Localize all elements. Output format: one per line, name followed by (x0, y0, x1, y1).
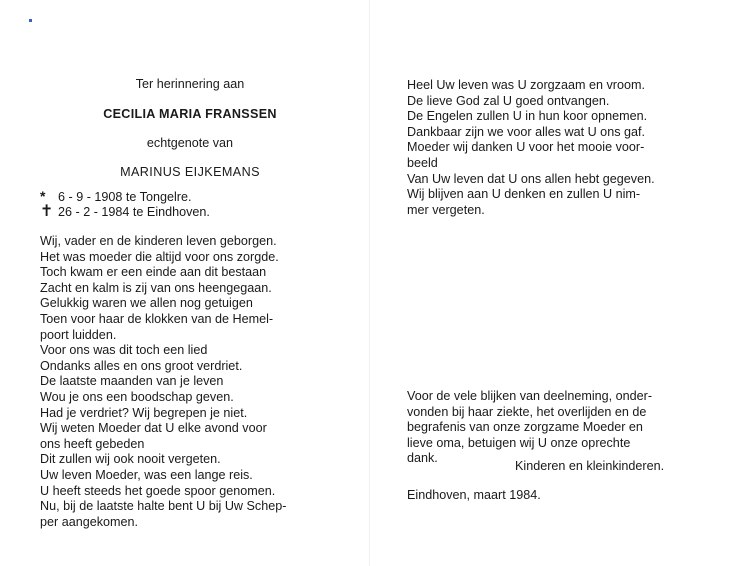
poem-right-line: De lieve God zal U goed ontvangen. (407, 93, 610, 108)
blue-dot-mark (29, 19, 32, 22)
thanks-line: vonden bij haar ziekte, het overlijden en de (407, 404, 647, 419)
poem-left-line: ons heeft gebeden (40, 436, 145, 451)
thanks-line: dank. (407, 451, 438, 466)
poem-left-line: Wou je ons een boodschap geven. (40, 389, 234, 404)
death-row (40, 205, 210, 219)
poem-right-line: Heel Uw leven was U zorgzaam en vroom. (407, 78, 645, 92)
poem-left-line: De laatste maanden van je leven (40, 374, 224, 389)
death-cross-icon: ✝ (40, 203, 54, 220)
signature: Kinderen en kleinkinderen. (515, 459, 665, 473)
birth-row (40, 190, 192, 204)
poem-left-line: Het was moeder die altijd voor ons zorgde. (40, 249, 279, 264)
thanks-line: begrafenis van onze zorgzame Moeder en (407, 420, 643, 435)
poem-left-line: per aangekomen. (40, 514, 139, 529)
place-date: Eindhoven, maart 1984. (407, 488, 541, 502)
poem-right (407, 78, 697, 218)
thanks-line: lieve oma, betuigen wij U onze oprechte (407, 435, 631, 450)
poem-left-line: Ondanks alles en ons groot verdriet. (40, 358, 243, 373)
poem-left-line: U heeft steeds het goede spoor genomen. (40, 483, 276, 498)
poem-right-line: mer vergeten. (407, 202, 485, 217)
birth-star-icon: * (40, 188, 46, 204)
poem-right-line: beeld (407, 155, 438, 170)
thanks-line: Voor de vele blijken van deelneming, onder- (407, 389, 653, 403)
poem-left-line: Wij, vader en de kinderen leven geborgen. (40, 234, 277, 248)
poem-left-line: Zacht en kalm is zij van ons heengegaan. (40, 280, 272, 295)
spouse-intro: echtgenote van (146, 136, 234, 150)
poem-left-line: Had je verdriet? Wij begrepen je niet. (40, 405, 248, 420)
poem-left-line: Nu, bij de laatste halte bent U bij Uw Schep- (40, 499, 287, 514)
poem-left-line: Toch kwam er een einde aan dit bestaan (40, 265, 267, 280)
poem-left-line: Voor ons was dit toch een lied (40, 343, 208, 358)
thanks-paragraph (407, 389, 697, 467)
poem-left-line: Uw leven Moeder, was een lange reis. (40, 467, 253, 482)
poem-right-line: Wij blijven aan U denken en zullen U nim- (407, 187, 641, 202)
deceased-name: CECILIA MARIA FRANSSEN (103, 107, 277, 121)
poem-left-line: Dit zullen wij ook nooit vergeten. (40, 452, 221, 467)
poem-left (40, 234, 340, 530)
poem-right-line: De Engelen zullen U in hun koor opnemen. (407, 109, 648, 124)
birth-date: 6 - 9 - 1908 te Tongelre. (58, 190, 192, 204)
card-fold (369, 0, 370, 566)
poem-right-line: Dankbaar zijn we voor alles wat U ons gaf. (407, 124, 645, 139)
spouse-name: MARINUS EIJKEMANS (120, 165, 260, 179)
poem-right-line: Moeder wij danken U voor het mooie voor- (407, 140, 645, 155)
poem-left-line: poort luidden. (40, 327, 117, 342)
death-date: 26 - 2 - 1984 te Eindhoven. (58, 205, 210, 219)
memory-heading: Ter herinnering aan (135, 77, 245, 91)
poem-left-line: Wij weten Moeder dat U elke avond voor (40, 421, 267, 436)
poem-left-line: Gelukkig waren we allen nog getuigen (40, 296, 253, 311)
poem-left-line: Toen voor haar de klokken van de Hemel- (40, 311, 274, 326)
poem-right-line: Van Uw leven dat U ons allen hebt gegeven. (407, 171, 655, 186)
